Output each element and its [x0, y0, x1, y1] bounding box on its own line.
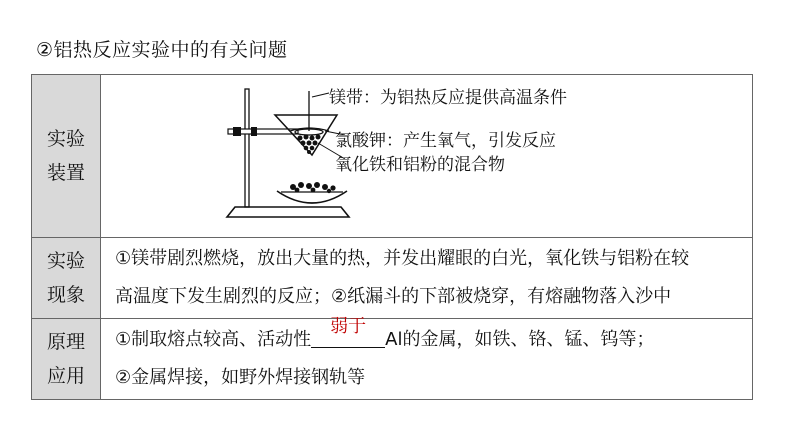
apparatus-cell [101, 75, 753, 238]
table-row-application [32, 319, 753, 400]
label-line: 原理 [46, 331, 85, 353]
application-text-after: Al的金属，如铁、铬、锰、钨等； [385, 329, 655, 350]
magnesium-annotation: 镁带：为铝热反应提供高温条件 [329, 88, 567, 108]
row-label-phenomenon [32, 238, 101, 319]
apparatus-diagram [115, 75, 755, 237]
fill-in-blank [311, 316, 385, 348]
table-row-phenomenon [32, 238, 753, 319]
row-label-apparatus [32, 75, 101, 238]
phenomenon-line-1: ①镁带剧烈燃烧，放出大量的热，并发出耀眼的白光，氧化铁与铝粉在较 [115, 248, 690, 269]
phenomenon-line-2: 高温度下发生剧烈的反应；②纸漏斗的下部被烧穿，有熔融物落入沙中 [115, 286, 672, 307]
application-line-2: ②金属焊接，如野外焊接钢轨等 [115, 367, 366, 388]
label-line: 实验 [46, 128, 85, 150]
label-line: 实验 [46, 250, 85, 272]
chlorate-annotation: 氯酸钾：产生氧气，引发反应 [335, 131, 556, 151]
label-line: 装置 [46, 162, 85, 184]
phenomenon-cell [101, 238, 753, 319]
label-line: 应用 [46, 365, 85, 387]
mixture-annotation: 氧化铁和铝粉的混合物 [335, 155, 505, 175]
label-line: 现象 [46, 284, 85, 306]
application-line-1 [115, 316, 752, 359]
experiment-table [31, 74, 753, 400]
row-label-application [32, 319, 101, 400]
table-row-apparatus [32, 75, 753, 238]
application-text-before: ①制取熔点较高、活动性 [115, 329, 312, 350]
blank-answer: 弱于 [330, 316, 367, 337]
application-cell [101, 316, 753, 400]
section-heading: ②铝热反应实验中的有关问题 [36, 39, 288, 61]
